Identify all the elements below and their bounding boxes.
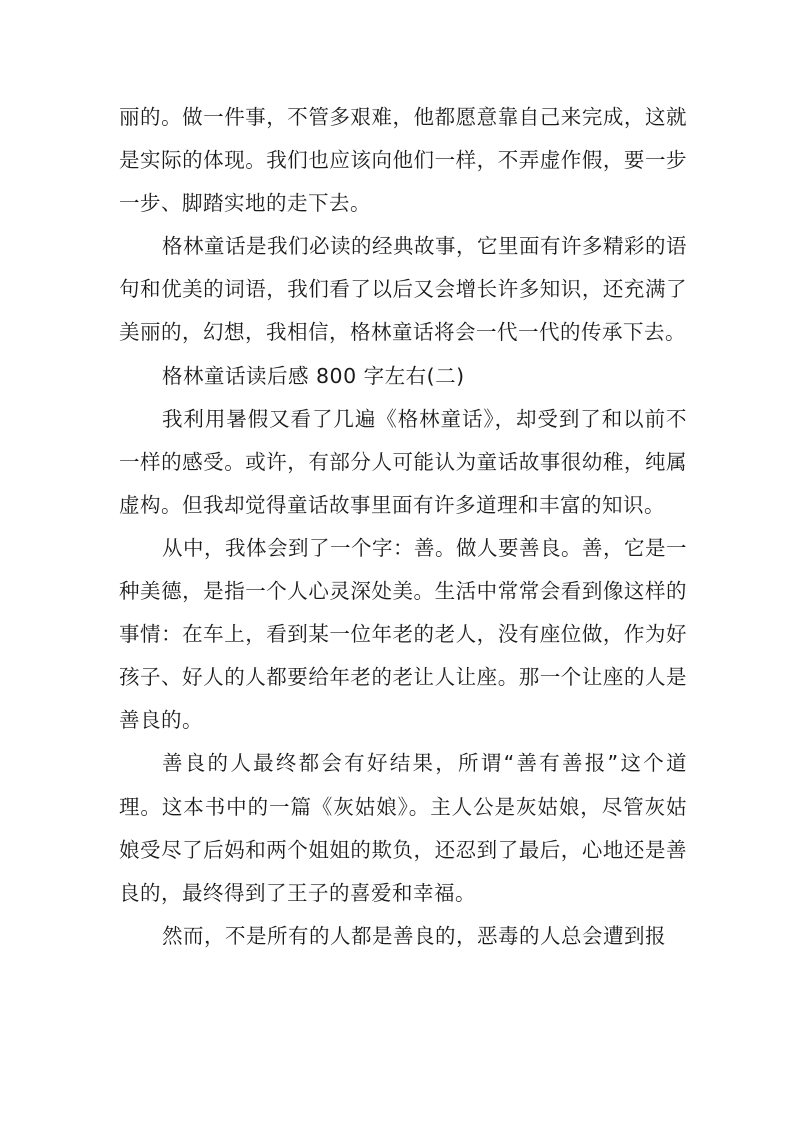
paragraph-summer-reading: 我利用暑假又看了几遍《格林童话》，却受到了和以前不一样的感受。或许，有部分人可能认为童话故事很幼稚，纯属虚构。但我却觉得童话故事里面有许多道理和丰富的知识。 <box>119 406 687 517</box>
paragraph-grimm-classic: 格林童话是我们必读的经典故事，它里面有许多精彩的语句和优美的词语，我们看了以后又会增长许多知识，还充满了美丽的，幻想，我相信，格林童话将会一代一代的传承下去。 <box>119 234 687 345</box>
section-heading: 格林童话读后感 800 字左右(二) <box>162 363 465 388</box>
paragraph-not-all-kind: 然而，不是所有的人都是善良的，恶毒的人总会遭到报 <box>162 923 666 948</box>
paragraph-continuation: 丽的。做一件事，不管多艰难，他都愿意靠自己来完成，这就是实际的体现。我们也应该向他们一样，不弄虚作假，要一步一步、脚踏实地的走下去。 <box>119 105 687 216</box>
document-body <box>119 96 687 958</box>
paragraph-cinderella: 善良的人最终都会有好结果，所谓“善有善报”这个道理。这本书中的一篇《灰姑娘》。主人公是灰姑娘，尽管灰姑娘受尽了后妈和两个姐姐的欺负，还忍到了最后，心地还是善良的，最终得到了王子的喜爱和幸福。 <box>119 751 687 905</box>
paragraph-kindness: 从中，我体会到了一个字：善。做人要善良。善，它是一种美德，是指一个人心灵深处美。生活中常常会看到像这样的事情：在车上，看到某一位年老的老人，没有座位做，作为好孩子、好人的人都要给年老的老让人让座。那一个让座的人是善良的。 <box>119 535 687 733</box>
